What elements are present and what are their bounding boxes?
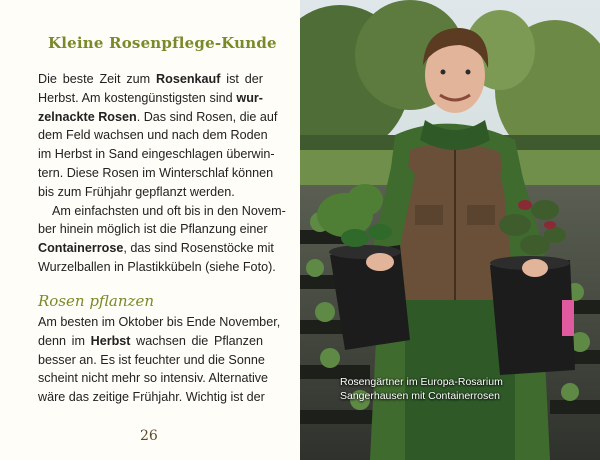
text-line xyxy=(38,202,286,221)
right-page xyxy=(300,0,600,460)
section-title: Kleine Rosenpflege-Kunde xyxy=(48,34,277,52)
text-line xyxy=(38,239,274,258)
text-segment: Am besten im Oktober bis Ende November, xyxy=(38,315,281,329)
text-segment: denn im xyxy=(38,333,91,348)
intro-paragraph xyxy=(38,70,286,277)
text-segment: . Das sind Rosen, die auf xyxy=(136,109,278,124)
text-segment: besser an. Es ist feuchter und die Sonne xyxy=(38,352,265,367)
text-segment: tern. Diese Rosen im Winterschlaf können xyxy=(38,165,274,180)
text-line xyxy=(38,351,263,370)
text-segment: Die beste Zeit zum xyxy=(38,72,157,86)
text-line xyxy=(38,332,263,351)
text-line xyxy=(38,258,276,277)
text-segment: wäre das zeitige Frühjahr. Wichtig ist der xyxy=(38,390,265,405)
text-segment: ist der xyxy=(220,72,263,86)
text-segment: dem Feld wachsen und nach dem Roden xyxy=(38,128,268,143)
planting-paragraph xyxy=(38,313,281,407)
text-line xyxy=(38,89,263,108)
page-number: 26 xyxy=(140,428,158,444)
text-line xyxy=(38,183,263,202)
bold-term: Herbst xyxy=(90,333,131,348)
text-segment: , das sind Rosenstöcke mit xyxy=(123,241,274,256)
text-segment: Wurzelballen in Plastikkübeln (siehe Foto). xyxy=(38,259,276,274)
bold-term: zelnackte Rosen xyxy=(38,109,137,124)
text-line xyxy=(38,220,268,239)
bold-term: wur- xyxy=(236,90,263,105)
text-line xyxy=(38,70,263,89)
text-segment: im Herbst in Sand eingeschlagen überwin- xyxy=(38,147,275,162)
caption-line-1: Rosengärtner im Europa-Rosarium xyxy=(340,376,503,388)
text-segment: Am einfachsten und oft bis in den Novem- xyxy=(52,203,286,218)
subheading-rosen-pflanzen: Rosen pflanzen xyxy=(38,292,154,310)
bold-term: Containerrose xyxy=(38,241,124,256)
text-line xyxy=(38,388,263,407)
photo-caption xyxy=(340,375,580,403)
text-segment: wachsen die Pflanzen xyxy=(130,333,263,348)
text-segment: ber hinein möglich ist die Pflanzung einer xyxy=(38,222,268,237)
text-line xyxy=(38,126,268,145)
text-segment: bis zum Frühjahr gepflanzt werden. xyxy=(38,184,235,199)
bold-term: Rosenkauf xyxy=(156,72,221,86)
text-segment: Herbst. Am kostengünstigsten sind xyxy=(38,90,237,105)
text-line xyxy=(38,164,274,183)
text-line xyxy=(38,145,275,164)
text-segment: scheint nicht mehr so intensiv. Alternative xyxy=(38,371,269,386)
text-line xyxy=(38,369,269,388)
text-line xyxy=(38,313,281,332)
text-line xyxy=(38,108,278,127)
caption-line-2: Sangerhausen mit Containerrosen xyxy=(340,390,500,402)
